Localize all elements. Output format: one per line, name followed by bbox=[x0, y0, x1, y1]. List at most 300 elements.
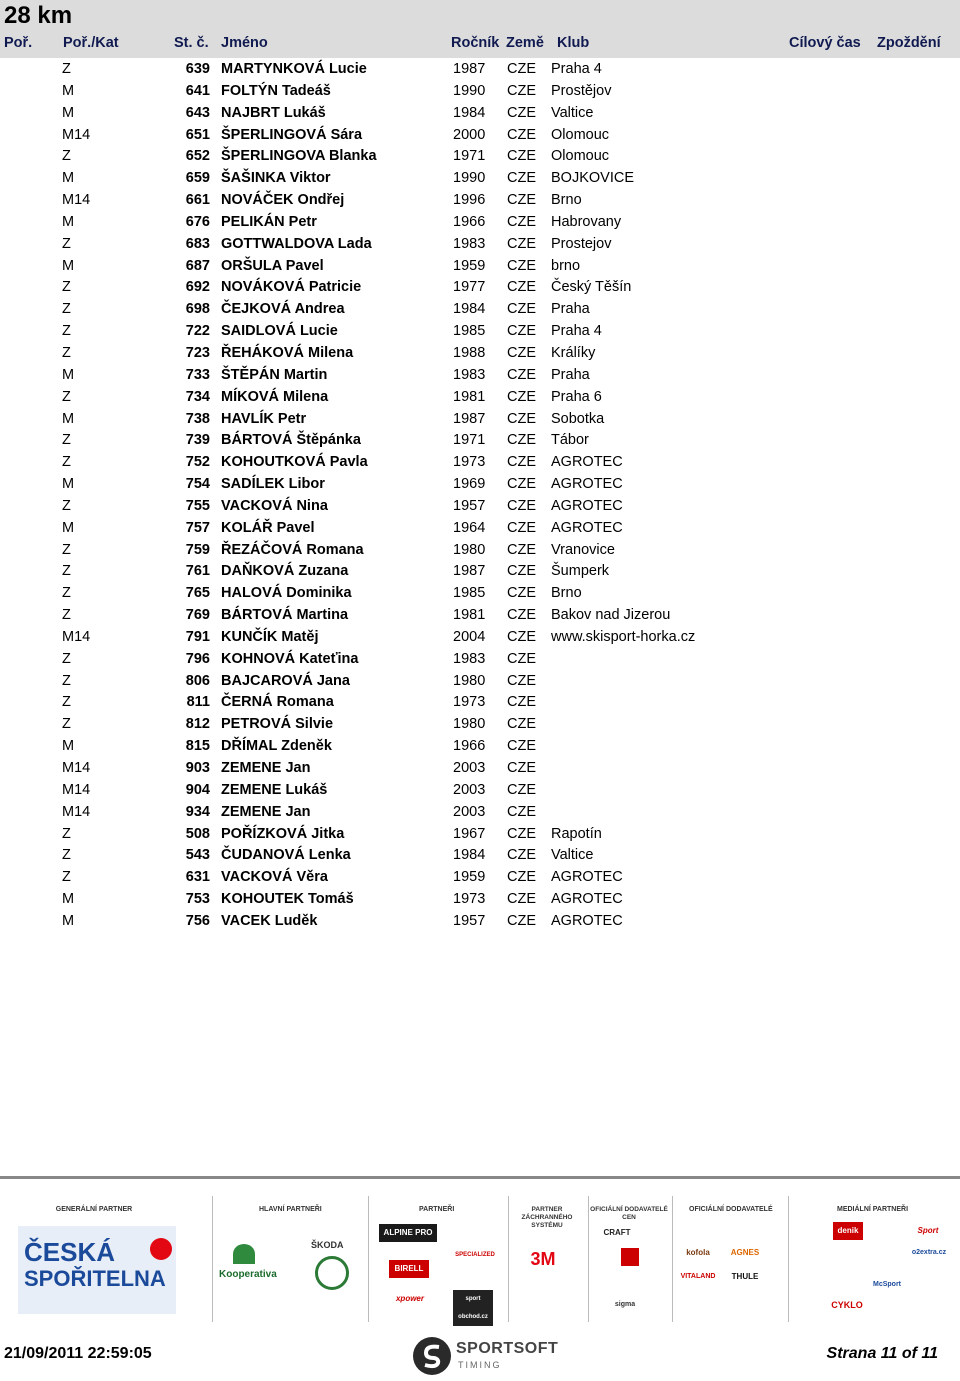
row-start-number: 661 bbox=[185, 192, 210, 209]
row-year: 1969 bbox=[453, 476, 486, 493]
sponsor-supplier bbox=[588, 1196, 669, 1322]
birell-logo: BIRELL bbox=[389, 1260, 429, 1278]
row-country: CZE bbox=[507, 716, 536, 733]
row-country: CZE bbox=[507, 803, 536, 820]
row-start-number: 738 bbox=[185, 410, 210, 427]
header-cas: Cílový čas bbox=[789, 35, 861, 51]
row-start-number: 765 bbox=[185, 585, 210, 602]
row-name: HALOVÁ Dominika bbox=[221, 585, 352, 602]
csas-logo-line1: ČESKÁ bbox=[24, 1237, 116, 1267]
row-club: AGROTEC bbox=[551, 869, 623, 886]
row-club: AGROTEC bbox=[551, 519, 623, 536]
row-country: CZE bbox=[507, 497, 536, 514]
row-start-number: 643 bbox=[185, 104, 210, 121]
row-category: Z bbox=[62, 585, 71, 602]
sponsor-supplier-title: OFICIÁLNÍ DODAVATELÉ CEN bbox=[590, 1206, 668, 1221]
row-name: BÁRTOVÁ Štěpánka bbox=[221, 432, 361, 449]
row-name: ZEMENE Jan bbox=[221, 760, 311, 776]
sponsor-media bbox=[788, 1196, 960, 1322]
row-year: 1957 bbox=[453, 912, 486, 929]
row-name: MÍKOVÁ Milena bbox=[221, 388, 329, 405]
row-start-number: 754 bbox=[185, 476, 210, 493]
row-club: Prostějov bbox=[551, 82, 612, 99]
sponsor-strip bbox=[0, 1196, 960, 1322]
row-year: 1966 bbox=[453, 213, 486, 230]
footer-divider bbox=[0, 1176, 960, 1179]
table-row bbox=[0, 866, 960, 888]
row-country: CZE bbox=[507, 454, 536, 471]
row-country: CZE bbox=[507, 541, 536, 558]
thule-logo: THULE bbox=[731, 1272, 759, 1281]
row-club: Praha 6 bbox=[551, 388, 602, 405]
row-start-number: 683 bbox=[185, 235, 210, 252]
row-year: 1983 bbox=[453, 650, 486, 667]
row-start-number: 806 bbox=[185, 672, 210, 689]
table-row bbox=[0, 451, 960, 473]
header-klub: Klub bbox=[557, 35, 590, 51]
row-name: BÁRTOVÁ Martina bbox=[221, 607, 349, 624]
table-row bbox=[0, 757, 960, 779]
row-category: M bbox=[62, 257, 75, 274]
page-number: Strana 11 of 11 bbox=[826, 1345, 938, 1362]
row-category: Z bbox=[62, 61, 71, 77]
row-category: Z bbox=[62, 323, 71, 340]
row-start-number: 761 bbox=[185, 563, 210, 580]
row-year: 1990 bbox=[453, 82, 486, 99]
row-country: CZE bbox=[507, 104, 536, 121]
craft-logo: CRAFT bbox=[603, 1228, 631, 1237]
row-name: GOTTWALDOVA Lada bbox=[221, 235, 372, 252]
row-year: 1957 bbox=[453, 497, 486, 514]
table-row bbox=[0, 670, 960, 692]
page-title: 28 km bbox=[4, 2, 73, 29]
row-club: Rapotín bbox=[551, 825, 602, 842]
sponsor-partners bbox=[368, 1196, 501, 1322]
row-name: BAJCAROVÁ Jana bbox=[221, 672, 350, 689]
row-category: Z bbox=[62, 279, 71, 296]
row-country: CZE bbox=[507, 519, 536, 536]
row-name: ŠPERLINGOVÁ Sára bbox=[221, 126, 363, 143]
table-row bbox=[0, 211, 960, 233]
table-row bbox=[0, 408, 960, 430]
row-year: 1985 bbox=[453, 323, 486, 340]
row-start-number: 796 bbox=[185, 650, 210, 667]
row-country: CZE bbox=[507, 170, 536, 187]
specialized-logo: SPECIALIZED bbox=[455, 1252, 495, 1258]
sponsor-partners-title: PARTNEŘI bbox=[419, 1206, 455, 1213]
row-year: 1971 bbox=[453, 148, 486, 165]
table-row bbox=[0, 844, 960, 866]
row-start-number: 752 bbox=[185, 454, 210, 471]
row-year: 1984 bbox=[453, 301, 486, 318]
row-name: PETROVÁ Silvie bbox=[221, 716, 334, 733]
row-club: Valtice bbox=[551, 104, 594, 121]
header-zpozdeni: Zpoždění bbox=[877, 35, 941, 51]
row-start-number: 739 bbox=[185, 432, 210, 449]
row-category: Z bbox=[62, 432, 71, 449]
row-year: 2004 bbox=[453, 628, 486, 645]
row-name: VACEK Luděk bbox=[221, 912, 318, 929]
xpower-logo: xpower bbox=[395, 1294, 424, 1303]
sportsoft-logo-text: SPORTSOFT bbox=[456, 1340, 559, 1357]
row-club: Králíky bbox=[551, 344, 596, 361]
row-start-number: 508 bbox=[185, 825, 210, 842]
sponsor-rescue-title: PARTNER ZÁCHRANNÉHO SYSTÉMU bbox=[521, 1206, 573, 1229]
row-year: 1996 bbox=[453, 192, 486, 209]
row-name: HAVLÍK Petr bbox=[221, 410, 307, 427]
row-name: ORŠULA Pavel bbox=[221, 257, 324, 274]
row-year: 1966 bbox=[453, 738, 486, 755]
row-category: M bbox=[62, 891, 75, 908]
sport-logo: Sport bbox=[917, 1226, 939, 1235]
row-country: CZE bbox=[507, 61, 536, 77]
row-country: CZE bbox=[507, 213, 536, 230]
table-row bbox=[0, 429, 960, 451]
denik-logo: denik bbox=[833, 1222, 863, 1240]
row-name: NOVÁKOVÁ Patricie bbox=[221, 279, 362, 296]
row-category: Z bbox=[62, 847, 71, 864]
row-name: KOHOUTEK Tomáš bbox=[221, 891, 354, 908]
row-club: AGROTEC bbox=[551, 476, 623, 493]
row-name: FOLTÝN Tadeáš bbox=[221, 82, 331, 99]
table-row bbox=[0, 582, 960, 604]
row-name: VACKOVÁ Věra bbox=[221, 869, 328, 886]
row-start-number: 722 bbox=[185, 323, 210, 340]
supplier-logo-mark bbox=[621, 1248, 639, 1266]
sponsor-general-title: GENERÁLNÍ PARTNER bbox=[55, 1206, 133, 1213]
table-row bbox=[0, 888, 960, 910]
row-name: PELIKÁN Petr bbox=[221, 213, 317, 230]
row-year: 1964 bbox=[453, 519, 486, 536]
row-year: 1980 bbox=[453, 716, 486, 733]
row-start-number: 641 bbox=[185, 82, 210, 99]
row-country: CZE bbox=[507, 192, 536, 209]
row-category: M14 bbox=[62, 126, 91, 143]
row-category: M14 bbox=[62, 760, 91, 776]
row-country: CZE bbox=[507, 388, 536, 405]
row-club: Olomouc bbox=[551, 148, 610, 165]
table-row bbox=[0, 823, 960, 845]
row-country: CZE bbox=[507, 628, 536, 645]
row-category: M bbox=[62, 476, 75, 493]
row-start-number: 692 bbox=[185, 279, 210, 296]
row-category: Z bbox=[62, 672, 71, 689]
csas-logo-line2: SPOŘITELNA bbox=[24, 1266, 166, 1291]
row-category: M14 bbox=[62, 192, 91, 209]
row-country: CZE bbox=[507, 432, 536, 449]
header-stc: St. č. bbox=[174, 35, 209, 51]
row-start-number: 687 bbox=[185, 257, 210, 274]
row-year: 1987 bbox=[453, 563, 486, 580]
sponsor-general bbox=[0, 1196, 188, 1322]
row-club: Habrovany bbox=[551, 213, 622, 230]
row-category: M14 bbox=[62, 628, 91, 645]
table-row bbox=[0, 320, 960, 342]
row-country: CZE bbox=[507, 912, 536, 929]
table-row bbox=[0, 495, 960, 517]
table-row bbox=[0, 80, 960, 102]
row-year: 1980 bbox=[453, 672, 486, 689]
row-year: 2000 bbox=[453, 126, 486, 143]
table-row bbox=[0, 145, 960, 167]
row-category: Z bbox=[62, 825, 71, 842]
row-category: Z bbox=[62, 497, 71, 514]
row-year: 1973 bbox=[453, 694, 486, 711]
row-club: AGROTEC bbox=[551, 912, 623, 929]
row-start-number: 543 bbox=[185, 847, 210, 864]
row-start-number: 934 bbox=[185, 803, 210, 820]
kooperativa-icon bbox=[233, 1244, 255, 1264]
table-row bbox=[0, 517, 960, 539]
row-category: Z bbox=[62, 694, 71, 711]
row-year: 1983 bbox=[453, 366, 486, 383]
row-start-number: 723 bbox=[185, 344, 210, 361]
row-year: 1990 bbox=[453, 170, 486, 187]
row-category: M bbox=[62, 104, 75, 121]
sponsor-main-title: HLAVNÍ PARTNEŘI bbox=[259, 1206, 322, 1213]
row-country: CZE bbox=[507, 869, 536, 886]
row-name: ZEMENE Lukáš bbox=[221, 781, 328, 798]
row-start-number: 903 bbox=[185, 760, 210, 776]
row-start-number: 756 bbox=[185, 912, 210, 929]
row-name: KUNČÍK Matěj bbox=[221, 628, 319, 645]
row-start-number: 815 bbox=[185, 738, 210, 755]
row-club: Valtice bbox=[551, 847, 594, 864]
kooperativa-logo: Kooperativa bbox=[219, 1269, 277, 1280]
table-row bbox=[0, 648, 960, 670]
row-year: 1981 bbox=[453, 388, 486, 405]
row-club: AGROTEC bbox=[551, 454, 623, 471]
table-row bbox=[0, 386, 960, 408]
row-country: CZE bbox=[507, 607, 536, 624]
row-country: CZE bbox=[507, 585, 536, 602]
row-club: AGROTEC bbox=[551, 891, 623, 908]
table-row bbox=[0, 58, 960, 80]
row-name: NOVÁČEK Ondřej bbox=[221, 192, 345, 209]
row-category: M bbox=[62, 519, 75, 536]
row-country: CZE bbox=[507, 82, 536, 99]
table-row bbox=[0, 735, 960, 757]
row-year: 1984 bbox=[453, 104, 486, 121]
row-category: M bbox=[62, 170, 75, 187]
row-category: M bbox=[62, 410, 75, 427]
row-year: 2003 bbox=[453, 781, 486, 798]
row-name: VACKOVÁ Nina bbox=[221, 497, 328, 514]
sportsoft-icon bbox=[412, 1334, 452, 1378]
row-category: Z bbox=[62, 563, 71, 580]
row-year: 1973 bbox=[453, 454, 486, 471]
row-country: CZE bbox=[507, 323, 536, 340]
sportsoft-logo-sub: TIMING bbox=[458, 1360, 502, 1370]
alpinepro-logo: ALPINE PRO bbox=[379, 1224, 437, 1242]
row-category: M bbox=[62, 912, 75, 929]
row-club: Brno bbox=[551, 192, 582, 209]
row-club: AGROTEC bbox=[551, 497, 623, 514]
row-year: 1981 bbox=[453, 607, 486, 624]
row-year: 1987 bbox=[453, 410, 486, 427]
row-country: CZE bbox=[507, 650, 536, 667]
row-country: CZE bbox=[507, 279, 536, 296]
table-row bbox=[0, 604, 960, 626]
row-country: CZE bbox=[507, 738, 536, 755]
table-row bbox=[0, 713, 960, 735]
row-start-number: 811 bbox=[186, 694, 210, 711]
row-name: KOHOUTKOVÁ Pavla bbox=[221, 454, 368, 471]
skoda-icon bbox=[315, 1256, 349, 1290]
table-row bbox=[0, 255, 960, 277]
row-name: DŘÍMAL Zdeněk bbox=[221, 738, 332, 755]
row-club: Olomouc bbox=[551, 126, 610, 143]
table-row bbox=[0, 779, 960, 801]
row-year: 1988 bbox=[453, 344, 486, 361]
kofola-logo: kofola bbox=[686, 1248, 710, 1257]
vitaland-logo: VITALAND bbox=[680, 1273, 716, 1280]
row-start-number: 631 bbox=[185, 869, 210, 886]
row-category: M14 bbox=[62, 803, 91, 820]
sponsor-official bbox=[672, 1196, 785, 1322]
row-start-number: 639 bbox=[185, 61, 210, 77]
row-country: CZE bbox=[507, 563, 536, 580]
row-year: 1971 bbox=[453, 432, 486, 449]
row-name: KOLÁŘ Pavel bbox=[221, 519, 315, 536]
header-rocnik: Ročník bbox=[451, 35, 500, 51]
row-club: Prostejov bbox=[551, 235, 612, 252]
row-start-number: 652 bbox=[185, 148, 210, 165]
table-row bbox=[0, 276, 960, 298]
3m-logo: 3M bbox=[530, 1249, 556, 1269]
row-category: M bbox=[62, 366, 75, 383]
row-country: CZE bbox=[507, 148, 536, 165]
row-category: Z bbox=[62, 148, 71, 165]
row-start-number: 733 bbox=[185, 366, 210, 383]
row-start-number: 734 bbox=[185, 388, 210, 405]
row-name: SADÍLEK Libor bbox=[221, 476, 325, 493]
table-row bbox=[0, 298, 960, 320]
row-name: ZEMENE Jan bbox=[221, 803, 311, 820]
table-row bbox=[0, 560, 960, 582]
table-row bbox=[0, 910, 960, 932]
row-year: 1980 bbox=[453, 541, 486, 558]
table-row bbox=[0, 626, 960, 648]
row-name: ŠTĚPÁN Martin bbox=[221, 366, 328, 383]
header-por: Poř. bbox=[4, 35, 33, 51]
row-start-number: 755 bbox=[185, 497, 210, 514]
row-club: Brno bbox=[551, 585, 582, 602]
row-country: CZE bbox=[507, 410, 536, 427]
row-club: Praha 4 bbox=[551, 61, 602, 77]
row-country: CZE bbox=[507, 694, 536, 711]
table-row bbox=[0, 233, 960, 255]
row-category: Z bbox=[62, 388, 71, 405]
row-year: 1985 bbox=[453, 585, 486, 602]
row-country: CZE bbox=[507, 476, 536, 493]
row-year: 1977 bbox=[453, 279, 486, 296]
header-jmeno: Jméno bbox=[221, 35, 268, 51]
table-row bbox=[0, 167, 960, 189]
row-country: CZE bbox=[507, 257, 536, 274]
row-year: 1959 bbox=[453, 869, 486, 886]
sponsor-rescue bbox=[508, 1196, 585, 1322]
sponsor-main bbox=[212, 1196, 363, 1322]
sponsor-official-title: OFICIÁLNÍ DODAVATELÉ bbox=[689, 1206, 773, 1213]
row-name: ŘEHÁKOVÁ Milena bbox=[221, 344, 354, 361]
row-start-number: 759 bbox=[185, 541, 210, 558]
sportsoft-logo bbox=[412, 1334, 559, 1378]
row-club: Šumperk bbox=[551, 563, 610, 580]
row-start-number: 676 bbox=[185, 213, 210, 230]
row-name: ČERNÁ Romana bbox=[221, 694, 334, 711]
row-name: ŠPERLINGOVA Blanka bbox=[221, 148, 377, 165]
row-year: 1967 bbox=[453, 825, 486, 842]
row-name: ŘEZÁČOVÁ Romana bbox=[221, 541, 364, 558]
row-start-number: 753 bbox=[185, 891, 210, 908]
row-club: Bakov nad Jizerou bbox=[551, 607, 671, 624]
row-country: CZE bbox=[507, 760, 536, 776]
row-country: CZE bbox=[507, 344, 536, 361]
row-country: CZE bbox=[507, 672, 536, 689]
row-start-number: 651 bbox=[185, 126, 210, 143]
row-name: NAJBRT Lukáš bbox=[221, 104, 326, 121]
agnes-logo: AGNES bbox=[730, 1248, 760, 1257]
row-name: MARTYNKOVÁ Lucie bbox=[221, 61, 367, 77]
row-club: BOJKOVICE bbox=[551, 170, 634, 187]
row-club: Praha bbox=[551, 301, 590, 318]
row-name: POŘÍZKOVÁ Jitka bbox=[221, 825, 345, 842]
table-row bbox=[0, 124, 960, 146]
results-table bbox=[0, 58, 960, 932]
row-year: 1983 bbox=[453, 235, 486, 252]
row-category: M bbox=[62, 738, 75, 755]
row-category: Z bbox=[62, 607, 71, 624]
row-start-number: 698 bbox=[185, 301, 210, 318]
row-year: 1984 bbox=[453, 847, 486, 864]
cyklo-logo: CYKLO bbox=[831, 1300, 863, 1310]
table-row bbox=[0, 342, 960, 364]
row-country: CZE bbox=[507, 235, 536, 252]
row-name: ČUDANOVÁ Lenka bbox=[221, 847, 351, 864]
row-club: Praha 4 bbox=[551, 323, 602, 340]
row-country: CZE bbox=[507, 366, 536, 383]
row-year: 2003 bbox=[453, 760, 486, 776]
row-name: DAŇKOVÁ Zuzana bbox=[221, 563, 349, 580]
row-name: ŠAŠINKA Viktor bbox=[221, 170, 331, 187]
row-category: Z bbox=[62, 716, 71, 733]
row-category: M bbox=[62, 82, 75, 99]
row-country: CZE bbox=[507, 847, 536, 864]
sigma-logo: sigma bbox=[614, 1301, 636, 1308]
row-year: 1987 bbox=[453, 61, 486, 77]
o2extra-logo: o2extra.cz bbox=[911, 1249, 947, 1256]
row-start-number: 659 bbox=[185, 170, 210, 187]
row-category: M14 bbox=[62, 781, 91, 798]
row-club: www.skisport-horka.cz bbox=[551, 628, 696, 645]
row-country: CZE bbox=[507, 126, 536, 143]
row-year: 2003 bbox=[453, 803, 486, 820]
table-row bbox=[0, 473, 960, 495]
row-country: CZE bbox=[507, 301, 536, 318]
row-club: Sobotka bbox=[551, 410, 605, 427]
row-category: Z bbox=[62, 869, 71, 886]
mcsport-logo: McSport bbox=[873, 1281, 901, 1288]
row-country: CZE bbox=[507, 825, 536, 842]
table-row bbox=[0, 691, 960, 713]
row-category: Z bbox=[62, 454, 71, 471]
row-category: M bbox=[62, 213, 75, 230]
row-club: Praha bbox=[551, 366, 590, 383]
table-row bbox=[0, 364, 960, 386]
row-club: Tábor bbox=[551, 432, 589, 449]
table-row bbox=[0, 801, 960, 823]
